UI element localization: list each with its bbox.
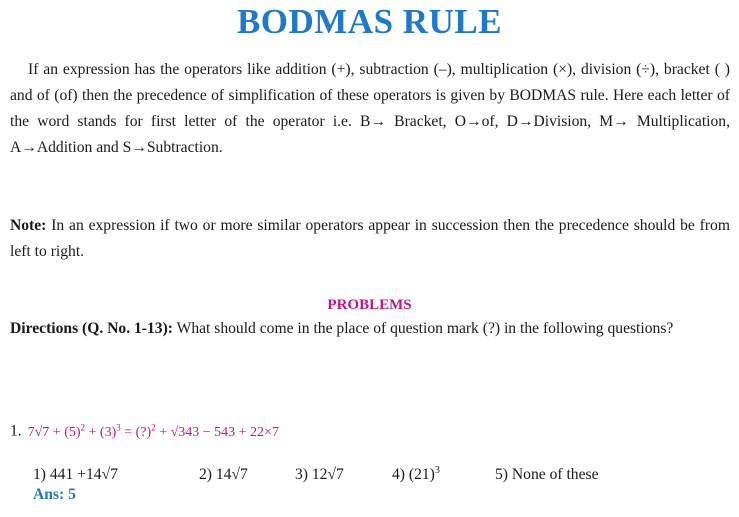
problems-heading: PROBLEMS bbox=[327, 297, 412, 313]
expr-exponent-2: 3 bbox=[116, 422, 121, 432]
option-4-exponent: 3 bbox=[434, 465, 440, 476]
question-expression bbox=[27, 422, 279, 440]
expr-exponent-3: 2 bbox=[151, 422, 156, 432]
option-1: 1) 441 +14√7 bbox=[33, 466, 118, 484]
expr-part-c: = (?) bbox=[120, 424, 152, 440]
option-5: 5) None of these bbox=[495, 466, 599, 484]
expr-part-a: 7√7 + (5) bbox=[27, 424, 81, 440]
directions-label: Directions (Q. No. 1-13): bbox=[10, 320, 173, 337]
expr-exponent-1: 2 bbox=[80, 422, 86, 432]
directions-paragraph bbox=[10, 316, 730, 342]
page-title: BODMAS RULE bbox=[236, 2, 503, 41]
expr-part-b: + (3) bbox=[85, 424, 117, 440]
directions-text: What should come in the place of question mark (?) in the following questions? bbox=[172, 320, 674, 337]
intro-paragraph: If an expression has the operators like addition (+), subtraction (–), multiplication (×), division (÷), bracket ( ) and of (of) then the precedence of simplification of these operators is given by BODMAS rule. Here each letter of the word stands for first letter of the operator i.e. B→ Bracket, O→of, D→Division, M→ Multiplication, A→Addition and S→Subtraction. bbox=[10, 61, 730, 156]
expr-part-d: + √343 − 543 + 22×7 bbox=[155, 424, 279, 440]
answer-label: Ans: 5 bbox=[33, 486, 76, 503]
note-paragraph bbox=[10, 213, 730, 265]
answer-options bbox=[33, 460, 599, 486]
question-1 bbox=[10, 414, 279, 446]
question-number: 1. bbox=[10, 422, 22, 440]
option-3: 3) 12√7 bbox=[295, 466, 344, 484]
note-label: Note: bbox=[10, 217, 47, 234]
option-2: 2) 14√7 bbox=[199, 466, 248, 484]
option-4 bbox=[392, 460, 495, 486]
note-text: In an expression if two or more similar operators appear in succession then the precedence should be from left to right. bbox=[10, 217, 730, 260]
option-4-base: 4) (21) bbox=[392, 466, 435, 484]
